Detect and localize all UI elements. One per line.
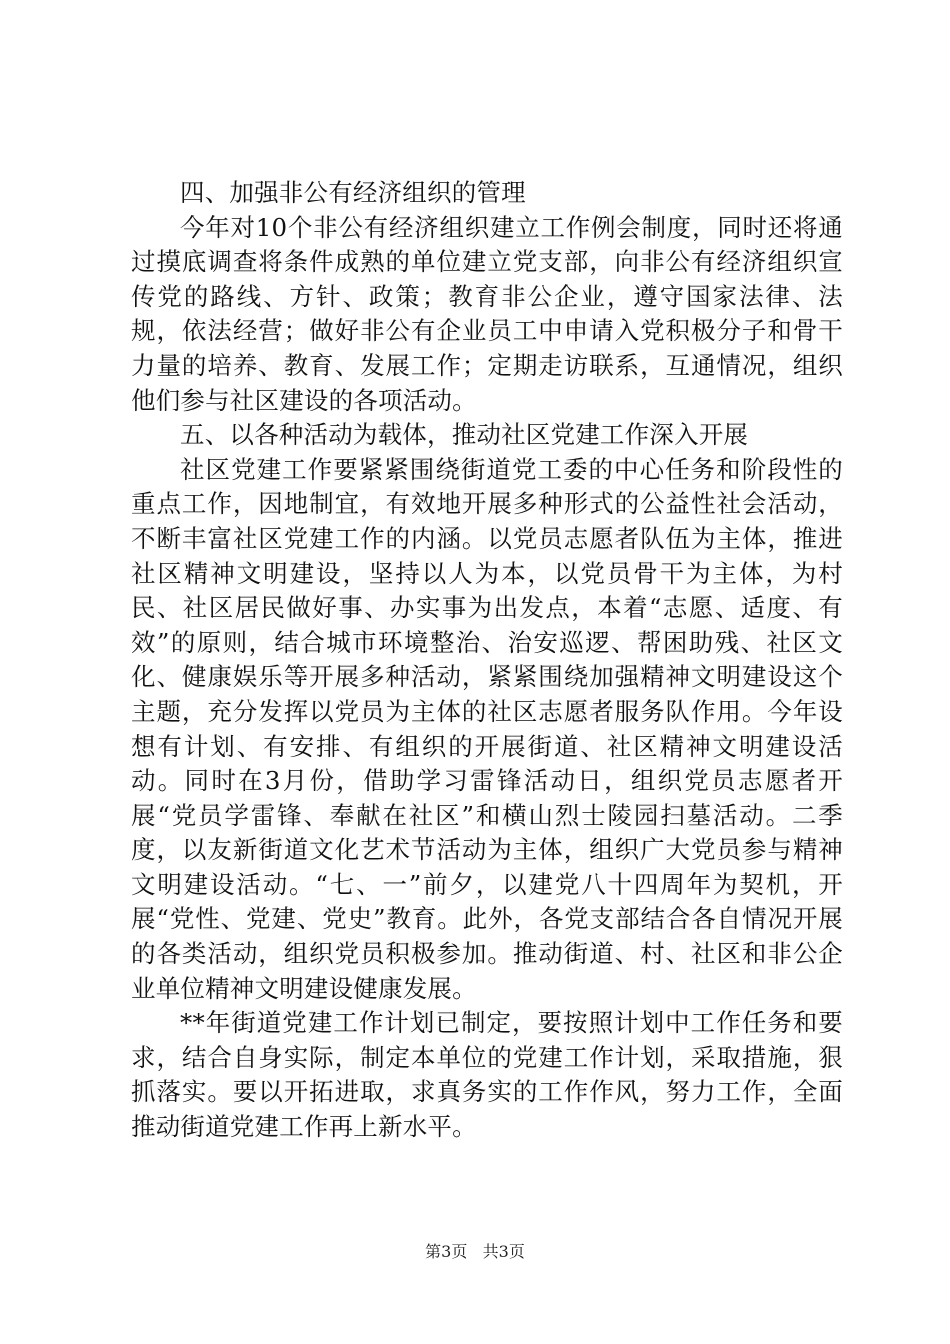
page-total: 共3页 xyxy=(482,1242,525,1261)
paragraph-non-public-economy: 今年对10个非公有经济组织建立工作例会制度，同时还将通过摸底调查将条件成熟的单位建立党支部，向非公有经济组织宣传党的路线、方针、政策；教育非公企业，遵守国家法律、法规，依法经营；做好非公有企业员工中申请入党积极分子和骨干力量的培养、教育、发展工作；定期走访联系，互通情况，组织他们参与社区建设的各项活动。 xyxy=(131,212,843,415)
paragraph-community-activities: 社区党建工作要紧紧围绕街道党工委的中心任务和阶段性的重点工作，因地制宜，有效地开展多种形式的公益性社会活动，不断丰富社区党建工作的内涵。以党员志愿者队伍为主体，推进社区精神文明建设，坚持以人为本，以党员骨干为主体，为村民、社区居民做好事、办实事为出发点，本着“志愿、适度、有效”的原则，结合城市环境整治、治安巡逻、帮困助残、社区文化、健康娱乐等开展多种活动，紧紧围绕加强精神文明建设这个主题，充分发挥以党员为主体的社区志愿者服务队作用。今年设想有计划、有安排、有组织的开展街道、社区精神文明建设活动。同时在3月份，借助学习雷锋活动日，组织党员志愿者开展“党员学雷锋、奉献在社区”和横山烈士陵园扫墓活动。二季度，以友新街道文化艺术节活动为主体，组织广大党员参与精神文明建设活动。“七、一”前夕，以建党八十四周年为契机，开展“党性、党建、党史”教育。此外，各党支部结合各自情况开展的各类活动，组织党员积极参加。推动街道、村、社区和非公企业单位精神文明建设健康发展。 xyxy=(131,454,843,1003)
section-heading-4: 四、加强非公有经济组织的管理 xyxy=(180,178,526,207)
paragraph-conclusion: **年街道党建工作计划已制定，要按照计划中工作任务和要求，结合自身实际，制定本单位的党建工作计划，采取措施，狠抓落实。要以开拓进取，求真务实的工作作风，努力工作，全面推动街道党建工作再上新水平。 xyxy=(131,1008,843,1142)
section-heading-5: 五、以各种活动为载体，推动社区党建工作深入开展 xyxy=(180,420,749,450)
page-footer xyxy=(0,1242,950,1262)
document-body xyxy=(131,176,843,1145)
page-number: 第3页 xyxy=(425,1242,468,1261)
